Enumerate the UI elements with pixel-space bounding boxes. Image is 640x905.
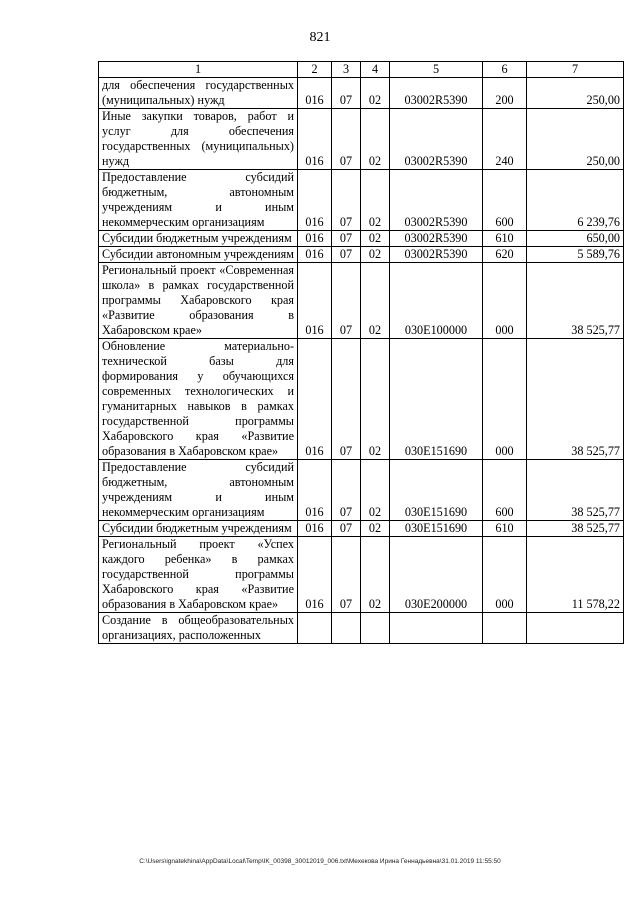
row-expense-type: 610 <box>483 231 527 247</box>
row-target-article: 03002R5390 <box>390 170 483 231</box>
row-expense-type: 610 <box>483 521 527 537</box>
row-subsection: 02 <box>361 78 390 109</box>
row-subsection: 02 <box>361 521 390 537</box>
row-target-article: 030E151690 <box>390 521 483 537</box>
row-subsection: 02 <box>361 339 390 460</box>
header-col-5: 5 <box>390 62 483 78</box>
row-expense-type <box>483 613 527 644</box>
row-amount: 250,00 <box>527 109 624 170</box>
row-ministry-code: 016 <box>298 170 332 231</box>
header-row <box>99 62 624 78</box>
row-section: 07 <box>332 109 361 170</box>
row-expense-type: 620 <box>483 247 527 263</box>
budget-table <box>98 61 624 644</box>
row-expense-type: 240 <box>483 109 527 170</box>
row-ministry-code: 016 <box>298 231 332 247</box>
row-section: 07 <box>332 170 361 231</box>
row-amount: 38 525,77 <box>527 263 624 339</box>
row-expense-type: 200 <box>483 78 527 109</box>
row-ministry-code: 016 <box>298 339 332 460</box>
row-amount: 11 578,22 <box>527 537 624 613</box>
row-ministry-code: 016 <box>298 263 332 339</box>
row-ministry-code: 016 <box>298 109 332 170</box>
table-row <box>99 78 624 109</box>
row-name: Предоставление субсидий бюджетным, автономным учреждениям и иным некоммерческим организациям <box>99 170 298 231</box>
table-row <box>99 339 624 460</box>
row-section: 07 <box>332 537 361 613</box>
row-expense-type: 000 <box>483 263 527 339</box>
row-ministry-code: 016 <box>298 460 332 521</box>
row-subsection: 02 <box>361 537 390 613</box>
page-number: 821 <box>309 30 331 45</box>
row-amount: 6 239,76 <box>527 170 624 231</box>
row-target-article: 03002R5390 <box>390 247 483 263</box>
row-section: 07 <box>332 247 361 263</box>
header-col-4: 4 <box>361 62 390 78</box>
header-col-2: 2 <box>298 62 332 78</box>
row-target-article: 030E200000 <box>390 537 483 613</box>
row-expense-type: 600 <box>483 460 527 521</box>
row-section: 07 <box>332 460 361 521</box>
row-name: Региональный проект «Успех каждого ребенка» в рамках государственной программы Хабаровского края «Развитие образования в Хабаровском крае» <box>99 537 298 613</box>
row-ministry-code: 016 <box>298 521 332 537</box>
row-target-article <box>390 613 483 644</box>
row-ministry-code: 016 <box>298 537 332 613</box>
row-name: Субсидии автономным учреждениям <box>99 247 298 263</box>
row-name: для обеспечения государственных (муниципальных) нужд <box>99 78 298 109</box>
row-expense-type: 600 <box>483 170 527 231</box>
row-target-article: 03002R5390 <box>390 109 483 170</box>
row-name: Субсидии бюджетным учреждениям <box>99 521 298 537</box>
row-ministry-code <box>298 613 332 644</box>
row-subsection: 02 <box>361 109 390 170</box>
row-subsection: 02 <box>361 231 390 247</box>
table-row <box>99 231 624 247</box>
row-target-article: 030E151690 <box>390 460 483 521</box>
header-col-1: 1 <box>99 62 298 78</box>
row-ministry-code: 016 <box>298 247 332 263</box>
row-section: 07 <box>332 263 361 339</box>
row-target-article: 03002R5390 <box>390 78 483 109</box>
row-amount: 650,00 <box>527 231 624 247</box>
row-expense-type: 000 <box>483 339 527 460</box>
row-name: Обновление материально-технической базы для формирования у обучающихся современных технологических и гуманитарных навыков в рамках государственной программы Хабаровского края «Развитие образования в Хабаровском крае» <box>99 339 298 460</box>
header-col-3: 3 <box>332 62 361 78</box>
row-subsection: 02 <box>361 263 390 339</box>
table-row <box>99 247 624 263</box>
row-target-article: 030E151690 <box>390 339 483 460</box>
row-name: Иные закупки товаров, работ и услуг для обеспечения государственных (муниципальных) нужд <box>99 109 298 170</box>
row-ministry-code: 016 <box>298 78 332 109</box>
table-row <box>99 460 624 521</box>
table-row <box>99 109 624 170</box>
table-row <box>99 537 624 613</box>
row-subsection: 02 <box>361 247 390 263</box>
row-name: Создание в общеобразовательных организациях, расположенных <box>99 613 298 644</box>
row-amount: 250,00 <box>527 78 624 109</box>
table-row <box>99 613 624 644</box>
row-amount: 38 525,77 <box>527 521 624 537</box>
row-target-article: 030E100000 <box>390 263 483 339</box>
row-subsection: 02 <box>361 170 390 231</box>
table-row <box>99 170 624 231</box>
row-amount: 38 525,77 <box>527 339 624 460</box>
row-section: 07 <box>332 78 361 109</box>
row-section: 07 <box>332 521 361 537</box>
header-col-6: 6 <box>483 62 527 78</box>
table-row <box>99 521 624 537</box>
row-name: Предоставление субсидий бюджетным, автономным учреждениям и иным некоммерческим организациям <box>99 460 298 521</box>
row-section: 07 <box>332 339 361 460</box>
row-section <box>332 613 361 644</box>
row-subsection: 02 <box>361 460 390 521</box>
row-amount: 38 525,77 <box>527 460 624 521</box>
row-name: Региональный проект «Современная школа» в рамках государственной программы Хабаровского края «Развитие образования в Хабаровском крае» <box>99 263 298 339</box>
row-amount <box>527 613 624 644</box>
row-name: Субсидии бюджетным учреждениям <box>99 231 298 247</box>
row-subsection <box>361 613 390 644</box>
row-expense-type: 000 <box>483 537 527 613</box>
row-target-article: 03002R5390 <box>390 231 483 247</box>
table-row <box>99 263 624 339</box>
row-section: 07 <box>332 231 361 247</box>
document-footer-path: C:\Users\ignatekhina\AppData\Local\Temp\IK_00398_30012019_006.txt\Мехекова Ирина Геннадьевна\31.01.2019 11:55:50 <box>139 858 501 865</box>
header-col-7: 7 <box>527 62 624 78</box>
row-amount: 5 589,76 <box>527 247 624 263</box>
